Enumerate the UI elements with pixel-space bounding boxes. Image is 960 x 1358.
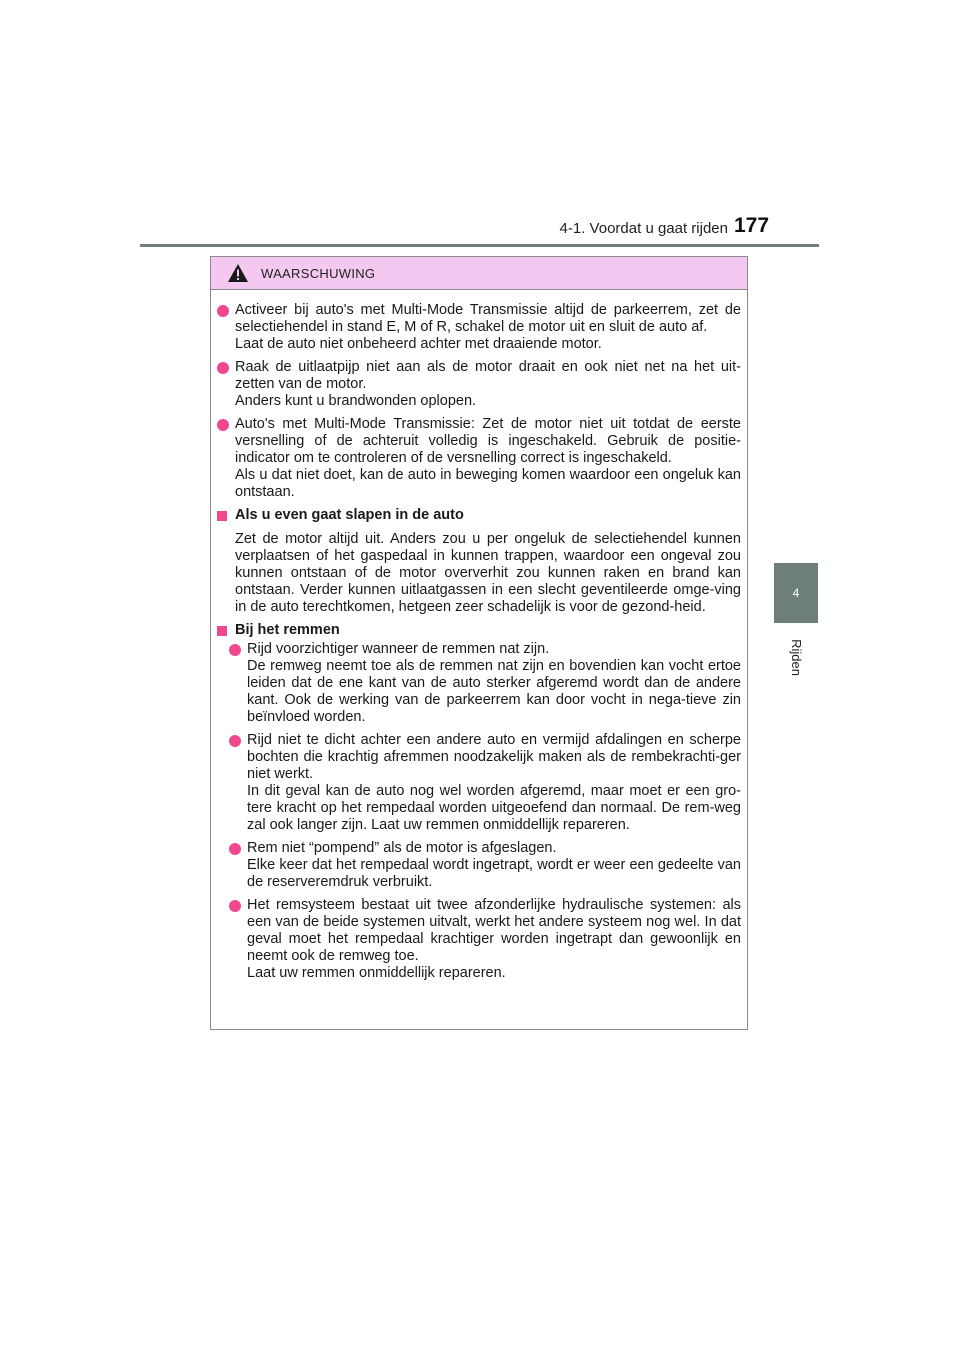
warning-triangle-icon [227,263,249,283]
square-bullet-icon [217,626,227,636]
warning-bullet [217,302,741,353]
bullet-line: Activeer bij auto's met Multi-Mode Transmissie altijd de parkeerrem, zet de selectiehendel in stand E, M of R, schakel de motor uit en sluit de auto af. [235,302,741,335]
bullet-line: Laat de auto niet onbeheerd achter met draaiende motor. [235,336,602,352]
section-paragraph: Zet de motor altijd uit. Anders zou u per ongeluk de selectiehendel kunnen verplaatsen of het gaspedaal in kunnen trappen, waardoor een ongeval zou kunnen ontstaan of de motor oververhit zou kunnen raken en brand kan ontstaan. Verder kunnen uitlaatgassen in een slecht geventileerde omge-ving in de auto terechtkomen, hetgeen zeer schadelijk is voor de gezond-heid. [235,531,741,615]
section-body [235,531,741,616]
bullet-icon [217,419,229,431]
bullet-icon [229,900,241,912]
bullet-line: Rem niet “pompend” als de motor is afgeslagen. [247,840,557,856]
square-bullet-icon [217,511,227,521]
page-number: 177 [734,214,770,237]
side-tab-label-text: Rijden [788,638,804,676]
bullet-line: Als u dat niet doet, kan de auto in beweging komen waardoor een ongeluk kan ontstaan. [235,467,741,500]
bullet-line: De remweg neemt toe als de remmen nat zijn en bovendien kan vocht ertoe leiden dat de ene kant van de auto sterker afgeremd wordt dan de andere kant. Ook de werking van de parkeerrem kan door vocht in nega-tieve zin beïnvloed worden. [247,658,741,725]
braking-bullet [229,732,741,834]
bullet-line: Het remsysteem bestaat uit twee afzonderlijke hydraulische systemen: als een van de beide systemen uitvalt, werkt het andere systeem nog wel. In dat geval moet het rempedaal krachtiger worden ingetrapt dan gewoonlijk en neemt ook de remweg toe. [247,897,741,964]
bullet-icon [217,362,229,374]
section-heading-sleep [217,507,741,525]
warning-title: WAARSCHUWING [261,265,376,281]
bullet-line: In dit geval kan de auto nog wel worden afgeremd, maar moet er een gro-tere kracht op het rempedaal worden uitgeoefend dan normaal. De rem-weg zal ook langer zijn. Laat uw remmen onmiddellijk repareren. [247,783,741,833]
bullet-icon [229,735,241,747]
bullet-line: Rijd niet te dicht achter een andere auto en vermijd afdalingen en scherpe bochten die krachtig afremmen noodzakelijk maken als de rembekrachti-ger niet werkt. [247,732,741,782]
warning-content [211,290,747,982]
section-heading-braking [217,622,741,640]
bullet-icon [217,305,229,317]
braking-bullet [229,840,741,891]
bullet-line: Laat uw remmen onmiddellijk repareren. [247,965,506,981]
bullet-line: Rijd voorzichtiger wanneer de remmen nat zijn. [247,641,550,657]
bullet-line: Anders kunt u brandwonden oplopen. [235,393,477,409]
bullet-line: Auto's met Multi-Mode Transmissie: Zet de motor niet uit totdat de eerste versnelling of de achteruit volledig is ingeschakeld. Gebruik de positie-indicator om te controleren of de versnelling correct is ingeschakeld. [235,416,741,466]
warning-bullet [217,359,741,410]
warning-box [210,256,748,1030]
warning-header [211,257,747,290]
side-tab-label [774,627,818,687]
side-tab-number: 4 [774,563,818,623]
warning-bullet [217,416,741,501]
braking-bullet [229,897,741,982]
bullet-line: Elke keer dat het rempedaal wordt ingetrapt, wordt er weer een gedeelte van de reserveremdruk verbruikt. [247,857,741,890]
section-title: Bij het remmen [235,622,340,638]
section-title: Als u even gaat slapen in de auto [235,507,464,523]
chapter-title: 4-1. Voordat u gaat rijden [559,220,728,237]
header-rule [140,244,819,247]
bullet-icon [229,644,241,656]
bullet-icon [229,843,241,855]
bullet-line: Raak de uitlaatpijp niet aan als de motor draait en ook niet net na het uit-zetten van de motor. [235,359,741,392]
braking-bullet [229,641,741,726]
